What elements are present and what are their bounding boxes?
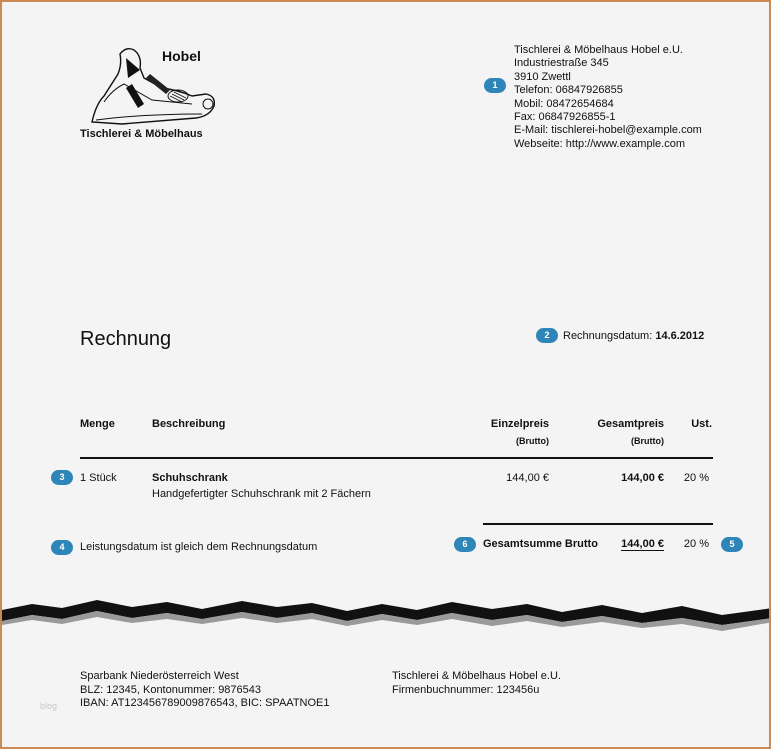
torn-paper-edge xyxy=(2,592,771,642)
company-fax: Fax: 06847926855-1 xyxy=(514,111,616,124)
header-unit-price-sub: (Brutto) xyxy=(516,436,549,446)
footer-register-number: Firmenbuchnummer: 123456u xyxy=(392,683,540,696)
header-description: Beschreibung xyxy=(152,418,226,430)
bank-details xyxy=(80,670,330,711)
footer-company-name: Tischlerei & Möbelhaus Hobel e.U. xyxy=(392,670,561,682)
footer-company xyxy=(392,670,561,697)
header-rule xyxy=(80,457,713,459)
company-website: Webseite: http://www.example.com xyxy=(514,137,685,150)
bank-iban: IBAN: AT123456789009876543, BIC: SPAATNOE1 xyxy=(80,697,330,709)
row-unit-price: 144,00 € xyxy=(506,472,549,484)
total-value: 144,00 € xyxy=(621,538,664,550)
logo-title: Hobel xyxy=(162,48,201,64)
company-mobile: Mobil: 08472654684 xyxy=(514,97,614,110)
invoice-date-label: Rechnungsdatum: xyxy=(563,330,653,342)
row-item-name: Schuhschrank xyxy=(152,472,228,484)
bank-account: BLZ: 12345, Kontonummer: 9876543 xyxy=(80,683,262,696)
marker-badge-2: 2 xyxy=(536,328,558,343)
total-rule xyxy=(483,523,713,525)
company-street: Industriestraße 345 xyxy=(514,57,609,70)
document-title: Rechnung xyxy=(80,328,172,350)
watermark: blog xyxy=(40,701,58,711)
header-vat: Ust. xyxy=(691,418,712,430)
invoice-date-value: 14.6.2012 xyxy=(655,330,705,342)
company-contact-block xyxy=(514,44,702,151)
marker-badge-3: 3 xyxy=(51,470,73,485)
row-quantity: 1 Stück xyxy=(80,472,117,484)
marker-badge-4: 4 xyxy=(51,540,73,555)
service-date-note: Leistungsdatum ist gleich dem Rechnungsdatum xyxy=(80,541,318,553)
invoice-date xyxy=(563,330,704,342)
total-vat: 20 % xyxy=(683,538,709,550)
total-label: Gesamtsumme Brutto xyxy=(483,538,598,550)
header-unit-price: Einzelpreis xyxy=(490,418,549,430)
row-item-detail: Handgefertigter Schuhschrank mit 2 Fächern xyxy=(152,488,371,500)
marker-badge-1: 1 xyxy=(484,78,506,93)
marker-badge-5: 5 xyxy=(721,537,743,552)
hand-plane-logo-icon xyxy=(82,44,222,134)
company-phone: Telefon: 06847926855 xyxy=(514,84,623,97)
logo-subtitle: Tischlerei & Möbelhaus xyxy=(80,128,203,140)
header-total-price: Gesamtpreis xyxy=(597,418,664,430)
company-name: Tischlerei & Möbelhaus Hobel e.U. xyxy=(514,44,683,56)
row-vat: 20 % xyxy=(683,472,709,484)
header-total-price-sub: (Brutto) xyxy=(631,436,664,446)
marker-badge-6: 6 xyxy=(454,537,476,552)
header-quantity: Menge xyxy=(80,418,115,430)
row-total-price: 144,00 € xyxy=(621,472,664,484)
company-city: 3910 Zwettl xyxy=(514,70,571,83)
company-email: E-Mail: tischlerei-hobel@example.com xyxy=(514,124,702,137)
bank-name: Sparbank Niederösterreich West xyxy=(80,670,239,682)
